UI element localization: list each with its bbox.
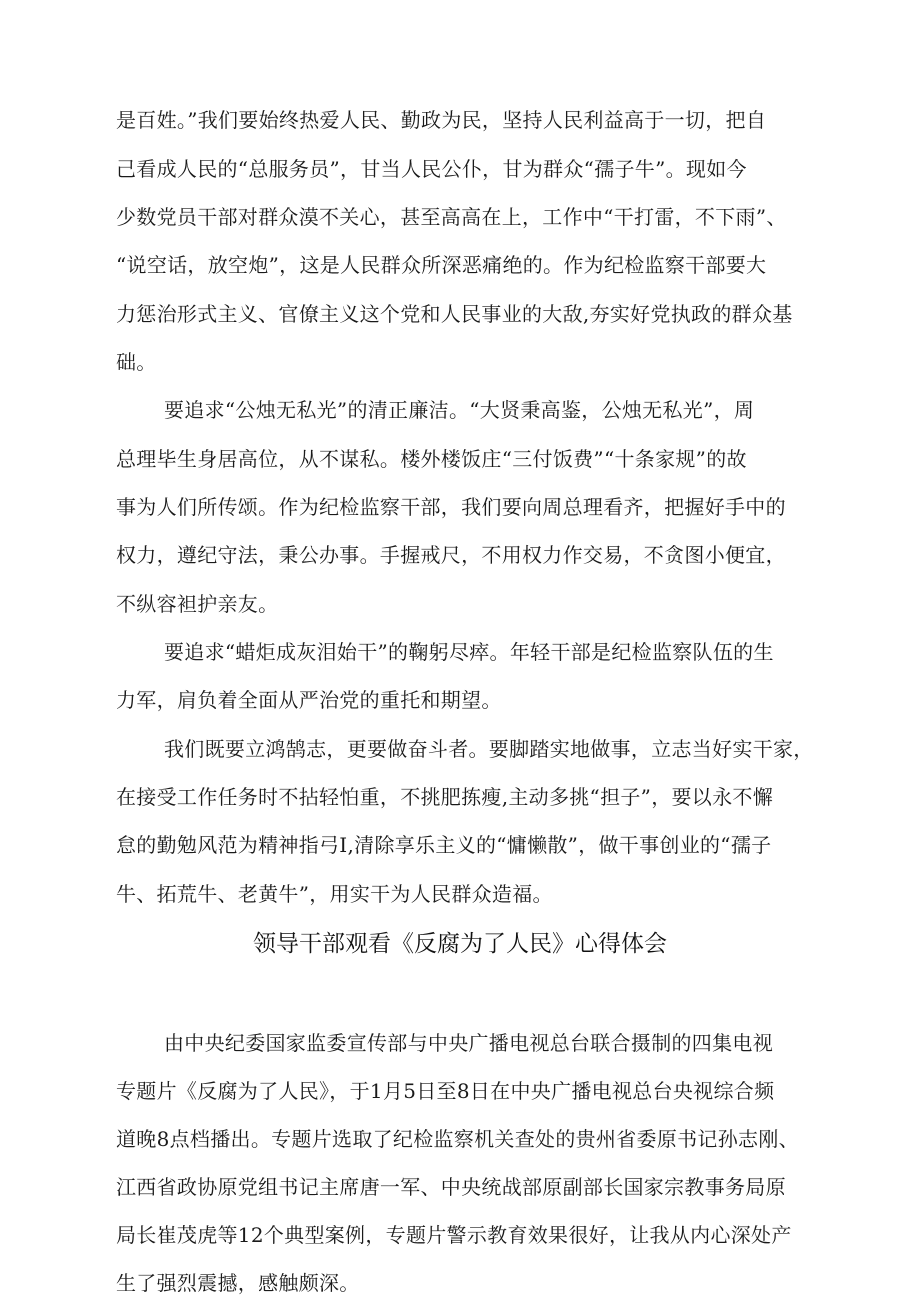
text-line: 己看成人民的“总服务员”，甘当人民公仆，甘为群众“孺子牛”。现如今 [116, 157, 747, 181]
text-line: 事为人们所传颂。作为纪检监察干部，我们要向周总理看齐，把握好手中的 [116, 495, 786, 519]
text-line: 要追求“公烛无私光”的清正廉洁。“大贤秉高鉴，公烛无私光”，周 [164, 398, 755, 422]
text-line: 少数党员干部对群众漠不关心，甚至高高在上，工作中“干打雷，不下雨”、 [116, 205, 787, 229]
text-line: 道晚8点档播出。专题片选取了纪检监察机关查处的贵州省委原书记孙志刚、 [116, 1127, 799, 1151]
text-line: 要追求“蜡炬成灰泪始干”的鞠躬尽瘁。年轻干部是纪检监察队伍的生 [164, 640, 774, 664]
text-line: 生了强烈震撼，感触颇深。 [116, 1271, 360, 1295]
text-line: 专题片《反腐为了人民》，于1月5日至8日在中央广播电视总台央视综合频 [116, 1079, 775, 1103]
text-line: 是百姓。”我们要始终热爱人民、勤政为民，坚持人民利益高于一切，把自 [116, 108, 767, 132]
text-line: 由中央纪委国家监委宣传部与中央广播电视总台联合摄制的四集电视 [164, 1031, 773, 1055]
text-line: 权力，遵纪守法，秉公办事。手握戒尺，不用权力作交易，不贪图小便宜， [116, 543, 786, 567]
text-line: 牛、拓荒牛、老黄牛”，用实干为人民群众造福。 [116, 882, 553, 906]
text-line: 不纵容袒护亲友。 [116, 592, 279, 616]
text-line: 江西省政协原党组书记主席唐一军、中央统战部原副部长国家宗教事务局原 [116, 1175, 786, 1199]
text-line: 局长崔茂虎等12个典型案例，专题片警示教育效果很好，让我从内心深处产 [116, 1223, 792, 1247]
section-title: 领导干部观看《反腐为了人民》心得体会 [253, 931, 667, 957]
text-line: “说空话，放空炮”，这是人民群众所深恶痛绝的。作为纪检监察干部要大 [116, 253, 767, 277]
text-line: 总理毕生身居高位，从不谋私。楼外楼饭庄“三付饭费”“十条家规”的故 [116, 447, 747, 471]
text-line: 我们既要立鸿鹄志，更要做奋斗者。要脚踏实地做事，立志当好实干家， [164, 737, 814, 761]
text-line: 力军，肩负着全面从严治党的重托和期望。 [116, 688, 502, 712]
text-line: 在接受工作任务时不拈轻怕重，不挑肥拣瘦,主动多挑“担子”，要以永不懈 [116, 785, 774, 809]
text-line: 础。 [116, 350, 157, 374]
text-line: 怠的勤勉风范为精神指弓I,清除享乐主义的“慵懒散”，做干事创业的“孺子 [116, 833, 772, 857]
text-line: 力惩治形式主义、官僚主义这个党和人民事业的大敌,夯实好党执政的群众基 [116, 302, 793, 326]
